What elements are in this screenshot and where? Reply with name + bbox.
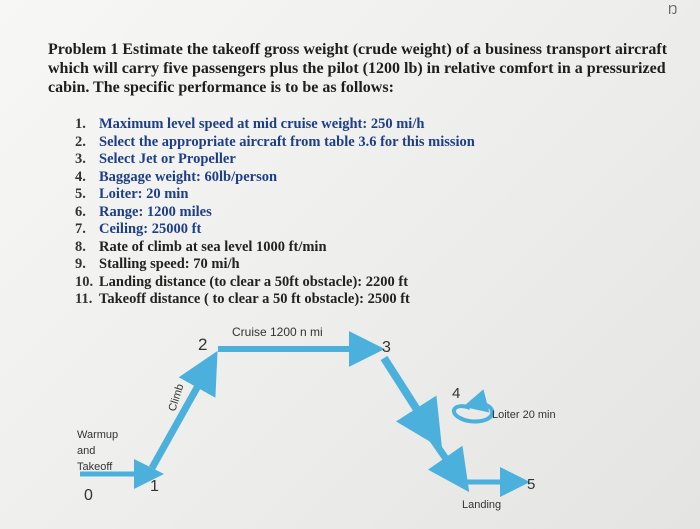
spec-item: 11. Takeoff distance ( to clear a 50 ft obstacle): 2500 ft — [75, 291, 410, 307]
spec-item: 4. Baggage weight: 60lb/person — [75, 168, 278, 185]
warmup-label-line-2: and — [77, 445, 96, 457]
cruise-label: Cruise 1200 n mi — [232, 325, 323, 339]
loiter-circle-arrow — [454, 403, 492, 421]
landing-label: Landing — [462, 499, 502, 511]
spec-item: 6. Range: 1200 miles — [75, 203, 212, 220]
point-label-2: 2 — [198, 335, 208, 354]
point-label-5: 5 — [527, 476, 536, 493]
spec-item: 8. Rate of climb at sea level 1000 ft/min — [75, 238, 327, 255]
point-label-4: 4 — [452, 385, 461, 402]
spec-item: 7. Ceiling: 25000 ft — [75, 221, 202, 237]
descent-arrow — [384, 358, 430, 430]
problem-label: Problem 1 — [48, 41, 119, 58]
spec-item: 3. Select Jet or Propeller — [75, 151, 236, 167]
spec-item: 9. Stalling speed: 70 mi/h — [75, 256, 240, 272]
spec-item: 10. Landing distance (to clear a 50ft obstacle): 2200 ft — [75, 273, 409, 290]
spec-item: 2. Select the appropriate aircraft from table 3.6 for this mission — [75, 133, 475, 150]
corner-mark: Ŋ — [668, 2, 678, 17]
spec-item: 1. Maximum level speed at mid cruise weight: 250 mi/h — [75, 116, 425, 132]
point-label-1: 1 — [150, 478, 159, 495]
climb-label: Climb — [166, 382, 187, 413]
point-label-3: 3 — [382, 339, 391, 356]
point-label-0: 0 — [84, 487, 93, 504]
spec-item: 5. Loiter: 20 min — [75, 186, 189, 202]
problem-text: Estimate the takeoff gross weight (crude weight) of a business transport aircraft which will carry five passengers plus the pilot (1200 lb) in relative comfort in a pressurized cabin. The specific performance is to be as follows: — [48, 41, 668, 96]
warmup-label-line-1: Warmup — [77, 429, 119, 441]
landing-descent-arrow — [426, 430, 458, 476]
climb-arrow — [152, 368, 208, 468]
loiter-label: Loiter 20 min — [492, 409, 556, 421]
warmup-label-line-3: Takeoff — [77, 461, 113, 473]
